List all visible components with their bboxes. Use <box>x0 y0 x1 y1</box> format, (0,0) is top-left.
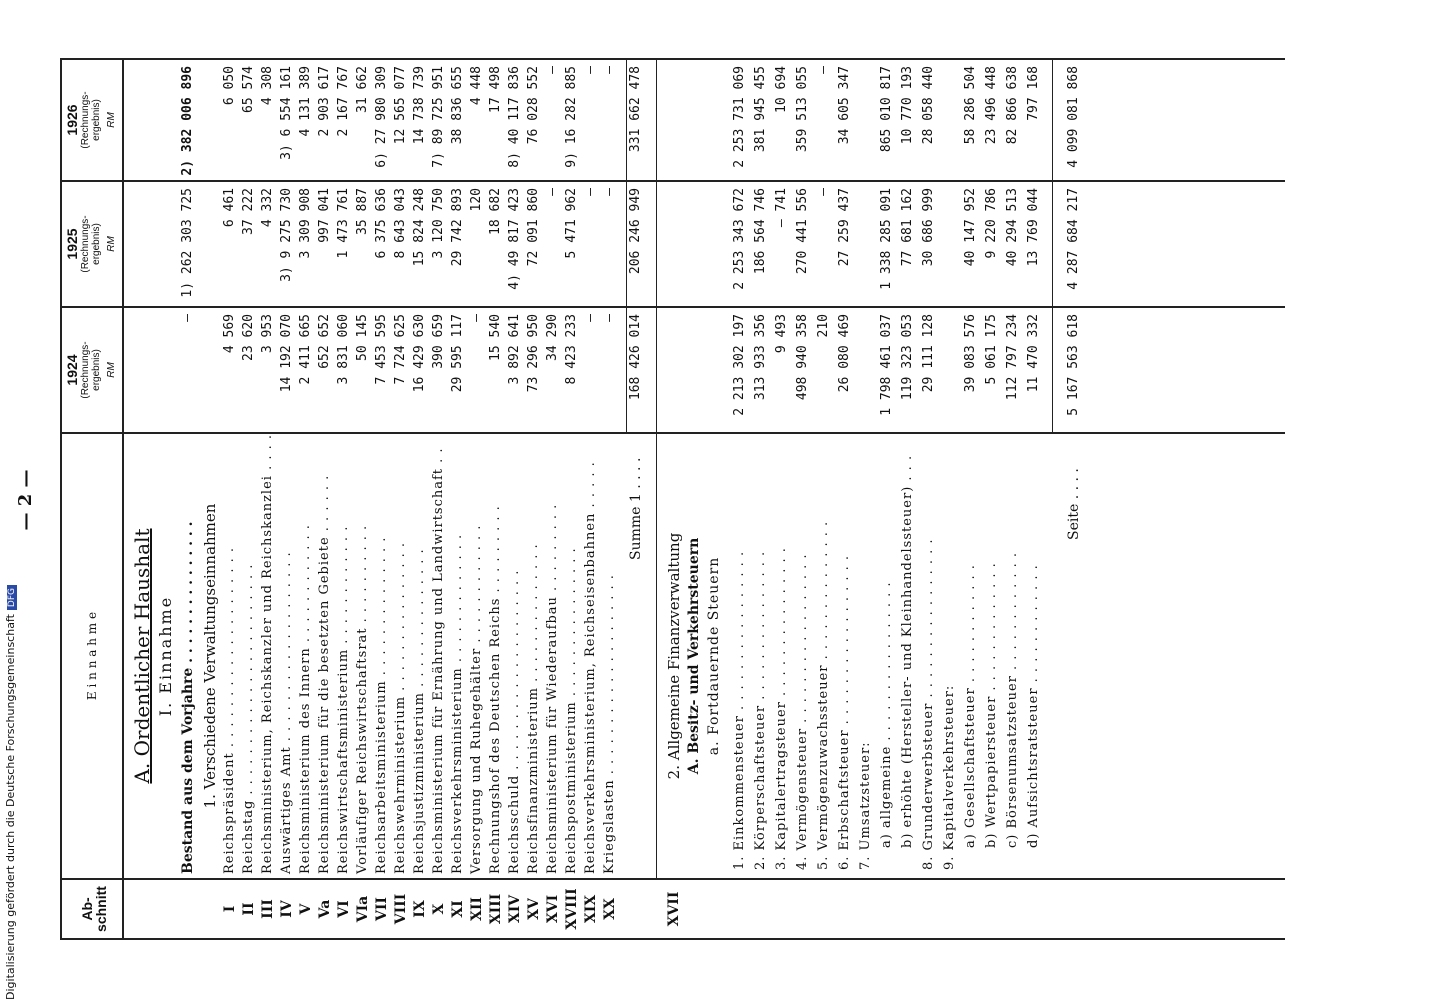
row-roman: IX <box>412 900 428 918</box>
summe1-1926: 331 662 478 <box>628 66 643 153</box>
tax-row-value-1925: 1 338 285 091 <box>879 188 894 290</box>
row-value-1925: — <box>545 188 560 196</box>
row-roman: VIa <box>355 895 371 923</box>
tax-row-value-1924: 1 798 461 037 <box>879 314 894 416</box>
row-value-1925: — <box>583 188 598 196</box>
row-value-1926: 8) 40 117 836 <box>507 66 522 168</box>
tax-row-value-1926: 23 496 448 <box>984 66 999 145</box>
row-value-1926: 4 308 <box>260 66 275 106</box>
row-label: Reichsjustizministerium . . . . . . . . . . . . . . <box>412 548 427 874</box>
tax-row-value-1925: 77 681 162 <box>900 188 915 267</box>
tax-row-value-1926: 82 866 638 <box>1005 66 1020 145</box>
tax-row-value-1926: 10 694 <box>774 66 789 113</box>
row-value-1924: 29 595 117 <box>450 314 465 393</box>
tax-row-value-1925: 186 564 746 <box>753 188 768 275</box>
row-value-1926: — <box>545 66 560 74</box>
row-value-1924: 390 659 <box>431 314 446 369</box>
row-value-1924: — <box>583 314 598 322</box>
row-value-1926: 17 498 <box>488 66 503 113</box>
row-value-1926: 4 131 389 <box>298 66 313 137</box>
row-value-1926: — <box>602 66 617 74</box>
header-1926: 1926 <box>64 104 80 136</box>
tax-row-label: 7. Umsatzsteuer: <box>858 741 873 870</box>
header-1926-sub: (Rechnungs- ergebnis) <box>80 91 102 149</box>
subheading-finanzverwaltung: 2. Allgemeine Finanzverwaltung <box>665 532 683 780</box>
row-value-1926: 2 903 617 <box>317 66 332 137</box>
row-roman: IV <box>279 900 295 918</box>
row-label: Kriegslasten . . . . . . . . . . . . . . . . . . . . <box>602 574 617 874</box>
row-value-1926: 14 738 739 <box>412 66 427 145</box>
row-value-1925: — <box>602 188 617 196</box>
tax-row-value-1924: 498 940 358 <box>795 314 810 401</box>
row-roman: VI <box>336 900 352 918</box>
header-1925-unit: RM <box>106 236 117 252</box>
row-roman: XII <box>469 897 485 921</box>
tax-row-value-1926: 797 168 <box>1026 66 1041 121</box>
header-1925-sub: (Rechnungs- ergebnis) <box>80 215 102 273</box>
row-value-1925: 15 824 248 <box>412 188 427 267</box>
row-value-1926: 2 167 767 <box>336 66 351 137</box>
header-1924: 1924 <box>64 354 80 386</box>
row-value-1926: 65 574 <box>241 66 256 113</box>
tax-row-value-1925: — <box>816 188 831 196</box>
row-value-1925: 4) 49 817 423 <box>507 188 522 290</box>
seite-label: Seite . . . . <box>1066 468 1082 540</box>
tax-row-label: a) allgemeine . . . . . . . . . . . . . . . . <box>879 581 894 848</box>
subheading-fortdauernde: a. Fortdauernde Steuern <box>706 556 722 756</box>
tax-row-value-1925: 40 147 952 <box>963 188 978 267</box>
tax-row-value-1925: — 741 <box>774 188 789 228</box>
row-roman: XV <box>526 898 542 920</box>
row-roman: I <box>222 905 238 913</box>
row-value-1925: 18 682 <box>488 188 503 235</box>
tax-row-value-1925: 2 253 343 672 <box>732 188 747 290</box>
row-value-1926: 7) 89 725 951 <box>431 66 446 168</box>
bestand-label: Bestand aus dem Vorjahre . . . . . . . . . . . . . . . <box>180 521 196 874</box>
row-value-1925: 6 461 <box>222 188 237 228</box>
tax-row-value-1926: 34 605 347 <box>837 66 852 145</box>
row-label: Reichsministerium des Innern . . . . . . . . . . . . <box>298 524 313 874</box>
row-value-1925: 8 643 043 <box>393 188 408 259</box>
row-label: Reichspostministerium . . . . . . . . . . . . . . . <box>564 547 579 874</box>
header-1925: 1925 <box>64 228 80 260</box>
summe1-1925: 206 246 949 <box>628 188 643 275</box>
row-roman: III <box>260 899 276 919</box>
tax-row-value-1924: 9 493 <box>774 314 789 354</box>
tax-row-value-1925: 270 441 556 <box>795 188 810 275</box>
row-value-1925: 997 041 <box>317 188 332 243</box>
tax-row-label: a) Gesellschaftsteuer . . . . . . . . . . . . <box>963 564 978 848</box>
row-label: Reichsministerium für Wiederaufbau . . . . . . . . . <box>545 503 560 874</box>
tax-row-value-1926: 381 945 455 <box>753 66 768 153</box>
page-number: — 2 — <box>15 469 36 531</box>
row-value-1925: 3) 9 275 730 <box>279 188 294 282</box>
row-label: Auswärtiges Amt . . . . . . . . . . . . . . . . . . . <box>279 551 294 874</box>
row-value-1925: 35 887 <box>355 188 370 235</box>
tax-row-value-1925: 13 769 044 <box>1026 188 1041 267</box>
tax-row-label: c) Börsenumsatzsteuer . . . . . . . . . . . . <box>1005 551 1020 848</box>
row-label: Reichsverkehrsministerium . . . . . . . . . . . . . <box>450 533 465 874</box>
row-label: Reichsministerium, Reichskanzler und Reichskanzlei . . . . <box>260 434 275 874</box>
header-einnahme: E i n n a h m e <box>85 611 99 701</box>
header-1924-sub: (Rechnungs- ergebnis) <box>80 341 102 399</box>
abschnitt-xvii: XVII <box>666 891 682 927</box>
row-value-1925: 4 332 <box>260 188 275 228</box>
row-roman: X <box>431 903 447 915</box>
row-value-1924: — <box>602 314 617 322</box>
tax-row-label: d) Aufsichtsratsteuer . . . . . . . . . . . . <box>1026 564 1041 848</box>
summe1-label: Summe 1 . . . . <box>628 457 644 560</box>
row-roman: XIX <box>583 894 599 924</box>
row-roman: VIII <box>393 893 409 925</box>
row-value-1925: 3 309 908 <box>298 188 313 259</box>
tax-row-value-1926: 28 058 440 <box>921 66 936 145</box>
tax-row-value-1926: 10 770 193 <box>900 66 915 145</box>
tax-row-value-1924: 119 323 053 <box>900 314 915 401</box>
tax-row-value-1924: 210 <box>816 314 831 338</box>
dfg-logo: DFG <box>7 585 17 610</box>
row-value-1924: 16 429 630 <box>412 314 427 393</box>
tax-row-value-1926: 359 513 055 <box>795 66 810 153</box>
subheading-verwaltungseinnahmen: 1. Verschiedene Verwaltungseinnahmen <box>201 503 219 809</box>
tax-row-label: 2. Körperschaftsteuer . . . . . . . . . . . . . . . <box>753 550 768 870</box>
tax-row-value-1924: 39 083 576 <box>963 314 978 393</box>
row-roman: XVI <box>545 894 561 924</box>
tax-row-label: 8. Grunderwerbsteuer . . . . . . . . . . . . . . . . <box>921 538 936 870</box>
tax-row-value-1926: 865 010 817 <box>879 66 894 153</box>
tax-row-label: b) Wertpapiersteuer . . . . . . . . . . . . . <box>984 562 999 848</box>
row-label: Reichsministerium für die besetzten Gebiete . . . . . . <box>317 474 332 874</box>
row-value-1925: 6 375 636 <box>374 188 389 259</box>
row-value-1926: — <box>583 66 598 74</box>
row-value-1925: 1 473 761 <box>336 188 351 259</box>
subheading-besitzsteuern: A. Besitz- und Verkehrsteuern <box>686 537 702 775</box>
row-roman: XVIII <box>564 888 580 930</box>
header-1924-unit: RM <box>106 362 117 378</box>
tax-row-value-1924: 5 061 175 <box>984 314 999 385</box>
bestand-1926: 2) 382 006 896 <box>180 66 195 176</box>
row-label: Reichsarbeitsministerium . . . . . . . . . . . . . . <box>374 536 389 874</box>
section-einnahme: I. Einnahme <box>156 595 175 717</box>
tax-row-value-1925: 30 686 999 <box>921 188 936 267</box>
tax-row-label: 9. Kapitalverkehrsteuer: <box>942 684 957 870</box>
row-value-1924: 15 540 <box>488 314 503 361</box>
table-sheet <box>15 60 1350 940</box>
row-value-1925: 37 222 <box>241 188 256 235</box>
row-value-1926: 38 836 655 <box>450 66 465 145</box>
row-value-1926: 4 448 <box>469 66 484 106</box>
row-roman: XI <box>450 900 466 918</box>
bestand-1925: 1) 262 303 725 <box>180 188 195 298</box>
row-value-1924: 3 953 <box>260 314 275 354</box>
row-label: Versorgung und Ruhegehälter . . . . . . . . . . . . <box>469 524 484 874</box>
row-value-1926: 12 565 077 <box>393 66 408 145</box>
row-label: Reichswirtschaftsministerium . . . . . . . . . . . . <box>336 525 351 874</box>
tax-row-value-1926: 2 253 731 069 <box>732 66 747 168</box>
row-roman: XIV <box>507 894 523 924</box>
header-1926-unit: RM <box>106 112 117 128</box>
tax-row-value-1924: 112 797 234 <box>1005 314 1020 401</box>
row-value-1925: 5 471 962 <box>564 188 579 259</box>
row-value-1924: 14 192 070 <box>279 314 294 393</box>
tax-row-label: 5. Vermögenzuwachssteuer . . . . . . . . . . . . . . <box>816 520 831 870</box>
seite-1924: 5 167 563 618 <box>1066 314 1081 416</box>
tax-row-value-1924: 26 080 469 <box>837 314 852 393</box>
row-label: Reichspräsident . . . . . . . . . . . . . . . . . . . . <box>222 547 237 874</box>
row-roman: XX <box>602 898 618 920</box>
seite-1925: 4 287 684 217 <box>1066 188 1081 290</box>
row-label: Reichsministerium für Ernährung und Landwirtschaft . . <box>431 447 446 874</box>
row-value-1924: 2 411 665 <box>298 314 313 385</box>
tax-row-value-1924: 29 111 128 <box>921 314 936 393</box>
tax-row-label: 4. Vermögensteuer . . . . . . . . . . . . . . . . . <box>795 553 810 870</box>
row-label: Rechnungshof des Deutschen Reichs . . . . . . . . . <box>488 505 503 874</box>
row-value-1924: 3 892 641 <box>507 314 522 385</box>
tax-row-value-1924: 11 470 332 <box>1026 314 1041 393</box>
row-roman: VII <box>374 897 390 921</box>
row-value-1924: 3 831 060 <box>336 314 351 385</box>
row-value-1925: 72 091 860 <box>526 188 541 267</box>
row-value-1924: 34 290 <box>545 314 560 361</box>
row-roman: II <box>241 902 257 916</box>
row-value-1924: 8 423 233 <box>564 314 579 385</box>
row-value-1926: 6 050 <box>222 66 237 106</box>
row-value-1924: — <box>469 314 484 322</box>
tax-row-label: 6. Erbschaftsteuer . . . . . . . . . . . . . . . . . <box>837 554 852 870</box>
row-value-1924: 73 296 950 <box>526 314 541 393</box>
row-value-1926: 3) 6 554 161 <box>279 66 294 160</box>
header-abschnitt: Ab- schnitt <box>79 886 109 932</box>
row-value-1924: 7 724 625 <box>393 314 408 385</box>
tax-row-value-1924: 313 933 356 <box>753 314 768 401</box>
row-roman: Va <box>317 899 333 919</box>
row-value-1924: 23 620 <box>241 314 256 361</box>
seite-1926: 4 099 081 868 <box>1066 66 1081 168</box>
row-label: Reichsverkehrsministerium, Reichseisenbahnen . . . . . <box>583 461 598 874</box>
tax-row-label: 3. Kapitalertragsteuer . . . . . . . . . . . . . . . <box>774 547 789 870</box>
row-value-1925: 120 <box>469 188 484 212</box>
row-roman: XIII <box>488 893 504 925</box>
row-value-1924: 652 652 <box>317 314 332 369</box>
tax-row-value-1924: 2 213 302 197 <box>732 314 747 416</box>
row-value-1924: 4 569 <box>222 314 237 354</box>
row-label: Reichswehrministerium . . . . . . . . . . . . . . . <box>393 541 408 874</box>
tax-row-value-1926: 58 286 504 <box>963 66 978 145</box>
row-label: Reichstag . . . . . . . . . . . . . . . . . . . . . . . <box>241 563 256 874</box>
summe1-1924: 168 426 014 <box>628 314 643 401</box>
row-value-1925: 3 120 750 <box>431 188 446 259</box>
main-title: A. Ordentlicher Haushalt <box>130 528 154 784</box>
digitization-note-text: Digitalisierung gefördert durch die Deutsche Forschungsgemeinschaft <box>4 614 17 1000</box>
row-value-1926: 9) 16 282 885 <box>564 66 579 168</box>
row-label: Vorläufiger Reichswirtschaftsrat . . . . . . . . . . <box>355 524 370 874</box>
tax-row-value-1925: 40 294 513 <box>1005 188 1020 267</box>
tax-row-value-1925: 9 220 786 <box>984 188 999 259</box>
row-value-1925: 29 742 893 <box>450 188 465 267</box>
row-value-1926: 31 662 <box>355 66 370 113</box>
row-label: Reichsfinanzministerium . . . . . . . . . . . . . . <box>526 543 541 874</box>
tax-row-value-1926: — <box>816 66 831 74</box>
row-value-1926: 76 028 552 <box>526 66 541 145</box>
tax-row-value-1925: 27 259 437 <box>837 188 852 267</box>
row-roman: V <box>298 903 314 915</box>
tax-row-label: b) erhöhte (Hersteller- und Kleinhandelssteuer) . . . <box>900 454 915 848</box>
row-label: Reichsschuld . . . . . . . . . . . . . . . . . . . . <box>507 569 522 874</box>
row-value-1926: 6) 27 980 309 <box>374 66 389 168</box>
row-value-1924: 7 453 595 <box>374 314 389 385</box>
bestand-1924: — <box>180 314 195 322</box>
tax-row-label: 1. Einkommensteuer . . . . . . . . . . . . . . . . <box>732 550 747 870</box>
row-value-1924: 50 145 <box>355 314 370 361</box>
